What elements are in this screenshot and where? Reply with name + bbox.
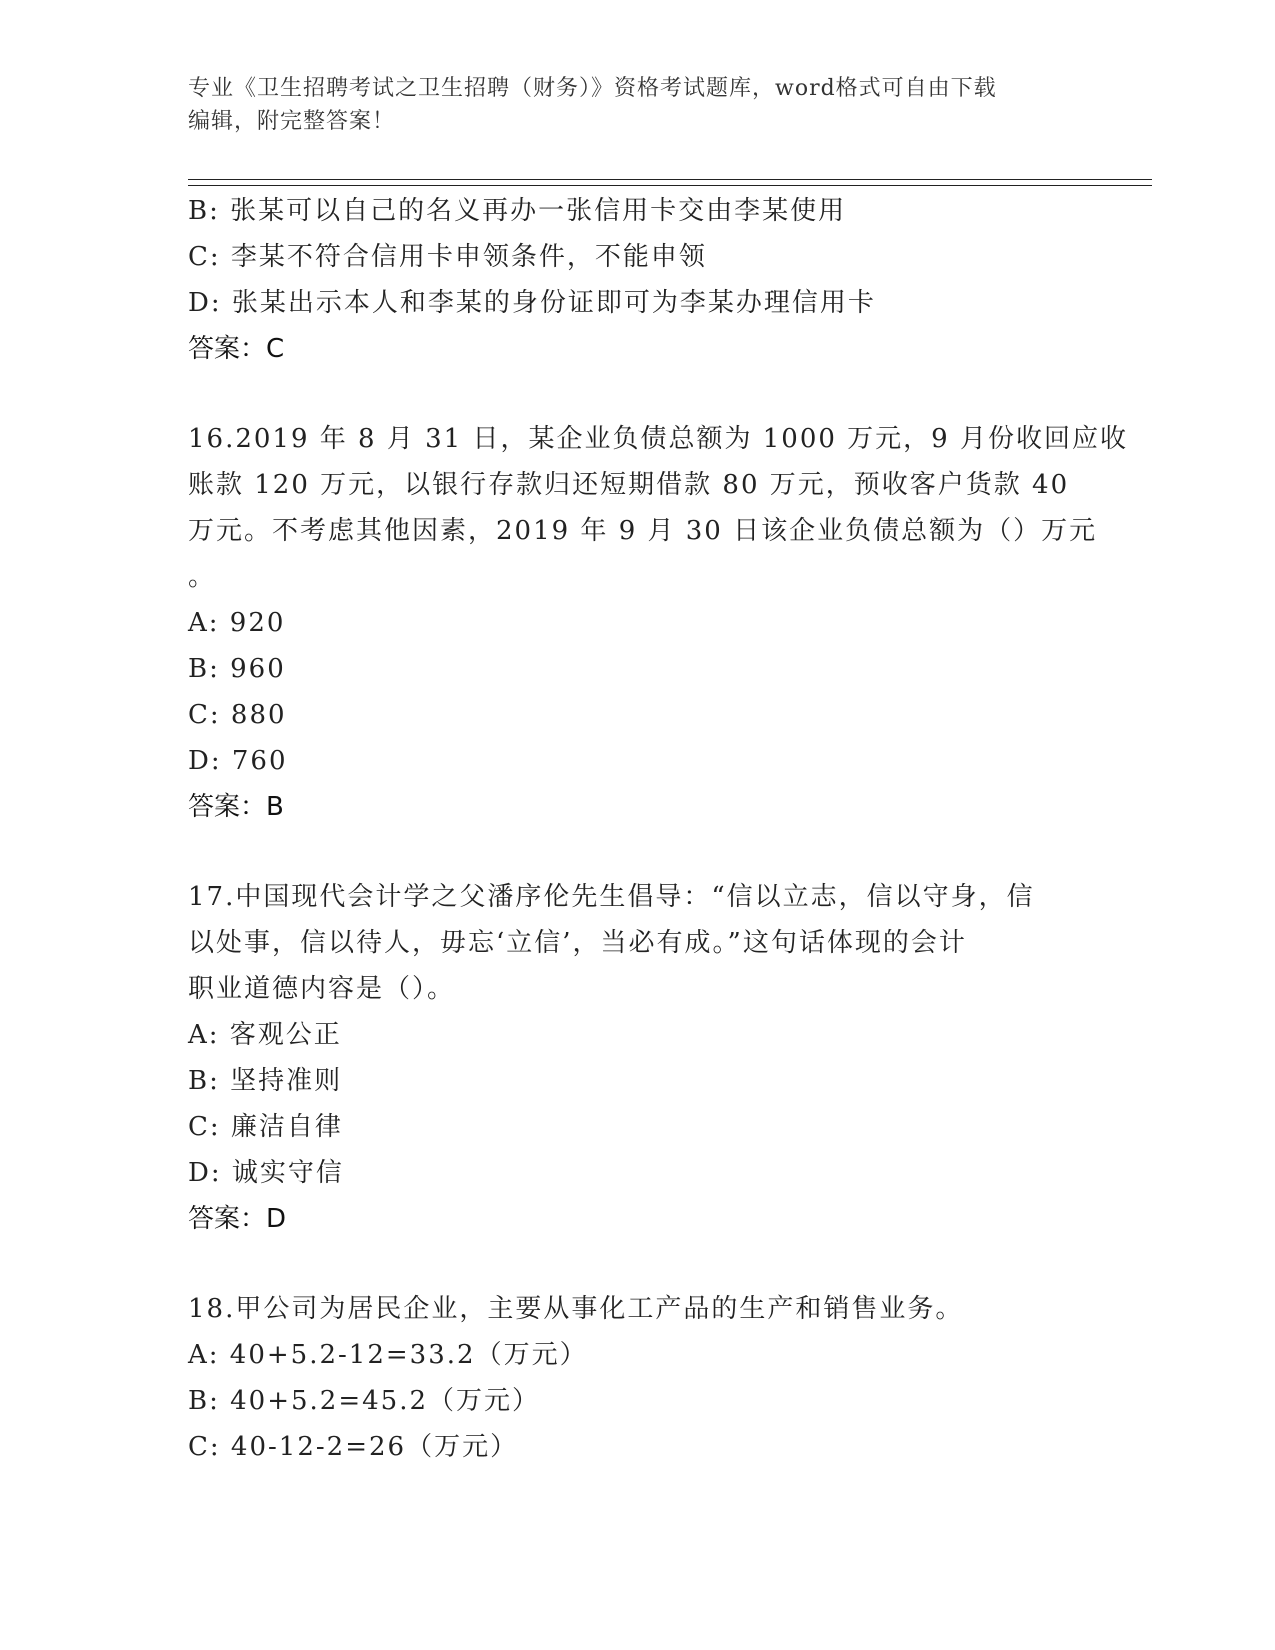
answer-option: A: 客观公正 (188, 1020, 342, 1050)
question-text-line: 账款 120 万元，以银行存款归还短期借款 80 万元，预收客户货款 40 (188, 470, 1070, 500)
question-block (188, 372, 1128, 830)
question-text-line: 。 (188, 562, 217, 592)
answer-option: A: 40+5.2-12=33.2（万元） (188, 1340, 588, 1370)
answer-option: D: 诚实守信 (188, 1158, 344, 1188)
question-text-line: 以处事，信以待人，毋忘‘立信’，当必有成。”这句话体现的会计 (188, 928, 967, 958)
answer-option: A: 920 (188, 608, 286, 638)
answer-option: B: 40+5.2=45.2（万元） (188, 1386, 541, 1416)
answer-option: B: 960 (188, 654, 286, 684)
answer-key: 答案：B (188, 792, 284, 822)
question-block (188, 830, 1088, 1242)
answer-option: D: 760 (188, 746, 288, 776)
answer-option: D: 张某出示本人和李某的身份证即可为李某办理信用卡 (188, 288, 876, 318)
question-text-line: 16.2019 年 8 月 31 日，某企业负债总额为 1000 万元，9 月份收回应收 (188, 424, 1128, 454)
block-spacer (188, 372, 1088, 416)
answer-option: C: 880 (188, 700, 287, 730)
answer-key: 答案：D (188, 1204, 287, 1234)
answer-option: C: 40-12-2=26（万元） (188, 1432, 519, 1462)
header-line-2: 编辑，附完整答案！ (188, 109, 396, 134)
question-text-line: 职业道德内容是（）。 (188, 974, 456, 1004)
block-spacer (188, 830, 1088, 874)
question-list (188, 188, 1128, 1470)
answer-option: C: 李某不符合信用卡申领条件，不能申领 (188, 242, 707, 272)
header-rule-bottom (188, 185, 1152, 186)
question-text-line: 万元。不考虑其他因素，2019 年 9 月 30 日该企业负债总额为（）万元 (188, 516, 1098, 546)
question-text-line: 18.甲公司为居民企业，主要从事化工产品的生产和销售业务。 (188, 1294, 964, 1324)
answer-key: 答案：C (188, 334, 285, 364)
question-text-line: 17.中国现代会计学之父潘序伦先生倡导：“信以立志，信以守身，信 (188, 882, 1035, 912)
block-spacer (188, 1242, 1088, 1286)
answer-option: B: 坚持准则 (188, 1066, 343, 1096)
answer-option: B: 张某可以自己的名义再办一张信用卡交由李某使用 (188, 196, 847, 226)
answer-option: C: 廉洁自律 (188, 1112, 343, 1142)
question-block (188, 188, 1088, 372)
header-line-1: 专业《卫生招聘考试之卫生招聘（财务）》资格考试题库，word格式可自由下载 (188, 76, 997, 101)
question-block (188, 1242, 1088, 1470)
document-header (188, 72, 1088, 138)
header-rule-top (188, 179, 1152, 180)
